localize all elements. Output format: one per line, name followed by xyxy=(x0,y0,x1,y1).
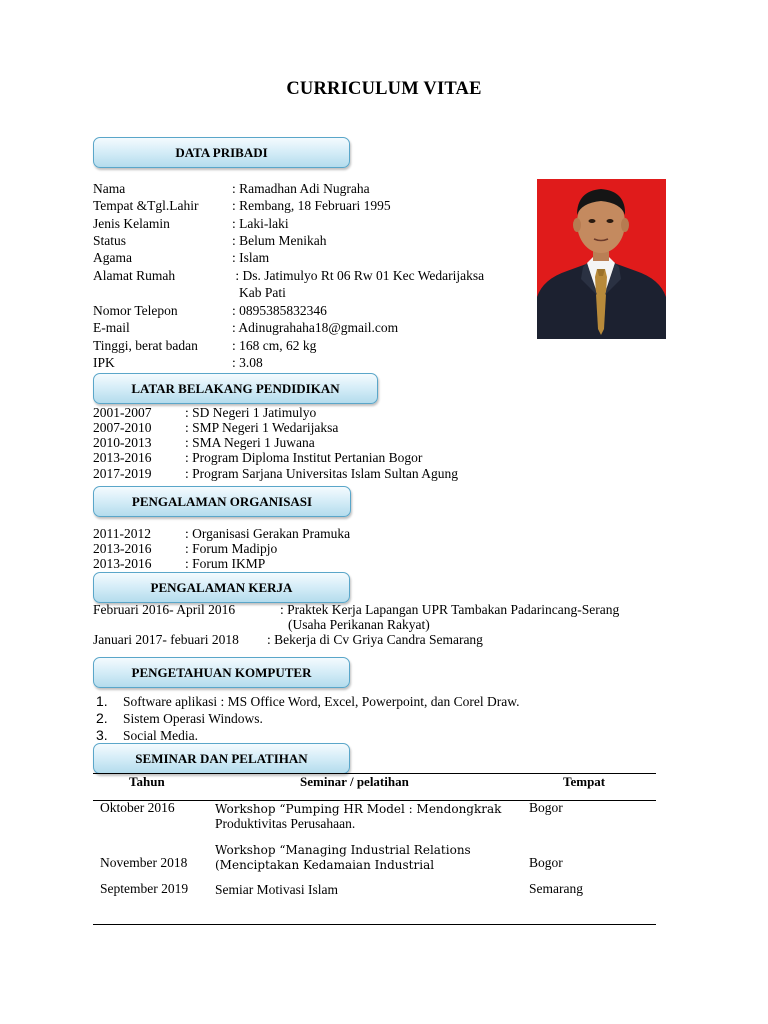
education-years: 2001-2007 xyxy=(93,405,152,420)
section-header-komputer: PENGETAHUAN KOMPUTER xyxy=(93,657,350,688)
section-header-data-pribadi: DATA PRIBADI xyxy=(93,137,350,168)
education-years: 2010-2013 xyxy=(93,435,152,450)
page-title: CURRICULUM VITAE xyxy=(286,79,482,99)
section-header-kerja: PENGALAMAN KERJA xyxy=(93,572,350,603)
organization-name: : Organisasi Gerakan Pramuka xyxy=(185,526,351,541)
education-years: 2007-2010 xyxy=(93,420,152,435)
value-status: : Belum Menikah xyxy=(232,233,327,248)
education-school: : Program Diploma Institut Pertanian Bogor xyxy=(185,450,423,465)
label-email: E-mail xyxy=(93,320,130,335)
organization-name: : Forum Madipjo xyxy=(185,541,278,556)
label-alamat: Alamat Rumah xyxy=(93,268,176,283)
organization-name: : Forum IKMP xyxy=(185,556,266,571)
profile-photo xyxy=(537,179,666,339)
cell-title-line2: (Menciptakan Kedamaian Industrial xyxy=(215,858,435,872)
organization-years: 2011-2012 xyxy=(93,526,151,541)
work-description: : Praktek Kerja Lapangan UPR Tambakan Padarincang-Serang xyxy=(280,602,620,617)
value-ipk: : 3.08 xyxy=(232,355,263,370)
education-school: : SD Negeri 1 Jatimulyo xyxy=(185,405,317,420)
cell-title: Semiar Motivasi Islam xyxy=(215,882,338,897)
work-description: : Bekerja di Cv Griya Candra Semarang xyxy=(267,632,483,647)
label-jenis-kelamin: Jenis Kelamin xyxy=(93,216,170,231)
cell-title-line2: Produktivitas Perusahaan. xyxy=(215,816,356,831)
portrait-illustration xyxy=(537,179,666,339)
cell-place: Bogor xyxy=(529,800,563,815)
section-header-organisasi: PENGALAMAN ORGANISASI xyxy=(93,486,351,517)
table-header-tempat: Tempat xyxy=(563,774,606,789)
label-nama: Nama xyxy=(93,181,126,196)
organization-years: 2013-2016 xyxy=(93,541,152,556)
value-alamat-line2: Kab Pati xyxy=(239,285,286,300)
value-agama: : Islam xyxy=(232,250,270,265)
cell-year: November 2018 xyxy=(100,855,188,870)
value-jenis-kelamin: : Laki-laki xyxy=(232,216,289,231)
cell-title: Workshop “Managing Industrial Relations xyxy=(215,843,471,857)
cell-place: Bogor xyxy=(529,855,563,870)
value-tinggi-berat: : 168 cm, 62 kg xyxy=(232,338,317,353)
computer-skill: Social Media. xyxy=(123,728,198,743)
label-agama: Agama xyxy=(93,250,132,265)
value-nama: : Ramadhan Adi Nugraha xyxy=(232,181,370,196)
cell-year: September 2019 xyxy=(100,881,189,896)
label-ipk: IPK xyxy=(93,355,115,370)
value-email: : Adinugrahaha18@gmail.com xyxy=(232,320,399,335)
value-telepon: : 0895385832346 xyxy=(232,303,327,318)
label-tinggi-berat: Tinggi, berat badan xyxy=(93,338,198,353)
cell-title: Workshop “Pumping HR Model : Mendongkrak xyxy=(215,802,502,816)
section-header-seminar: SEMINAR DAN PELATIHAN xyxy=(93,743,350,774)
cell-place: Semarang xyxy=(529,881,583,896)
work-period: Januari 2017- febuari 2018 xyxy=(93,632,239,647)
work-description-line2: (Usaha Perikanan Rakyat) xyxy=(288,617,430,632)
table-header-tahun: Tahun xyxy=(129,774,165,789)
computer-skill: Sistem Operasi Windows. xyxy=(123,711,263,726)
value-ttl: : Rembang, 18 Februari 1995 xyxy=(232,198,391,213)
label-ttl: Tempat &Tgl.Lahir xyxy=(93,198,199,213)
education-school: : SMP Negeri 1 Wedarijaksa xyxy=(185,420,339,435)
list-number: 2. xyxy=(96,710,108,726)
list-number: 3. xyxy=(96,727,108,743)
computer-skill: Software aplikasi : MS Office Word, Excel, Powerpoint, dan Corel Draw. xyxy=(123,694,520,709)
table-bottom-border xyxy=(93,924,656,925)
education-years: 2017-2019 xyxy=(93,466,152,481)
education-years: 2013-2016 xyxy=(93,450,152,465)
table-header-seminar: Seminar / pelatihan xyxy=(300,774,409,789)
education-school: : Program Sarjana Universitas Islam Sultan Agung xyxy=(185,466,458,481)
education-school: : SMA Negeri 1 Juwana xyxy=(185,435,315,450)
section-header-pendidikan: LATAR BELAKANG PENDIDIKAN xyxy=(93,373,378,404)
list-number: 1. xyxy=(96,693,108,709)
organization-years: 2013-2016 xyxy=(93,556,152,571)
value-alamat: : Ds. Jatimulyo Rt 06 Rw 01 Kec Wedarijaksa xyxy=(232,268,485,283)
label-status: Status xyxy=(93,233,127,248)
label-telepon: Nomor Telepon xyxy=(93,303,178,318)
cell-year: Oktober 2016 xyxy=(100,800,175,815)
work-period: Februari 2016- April 2016 xyxy=(93,602,236,617)
